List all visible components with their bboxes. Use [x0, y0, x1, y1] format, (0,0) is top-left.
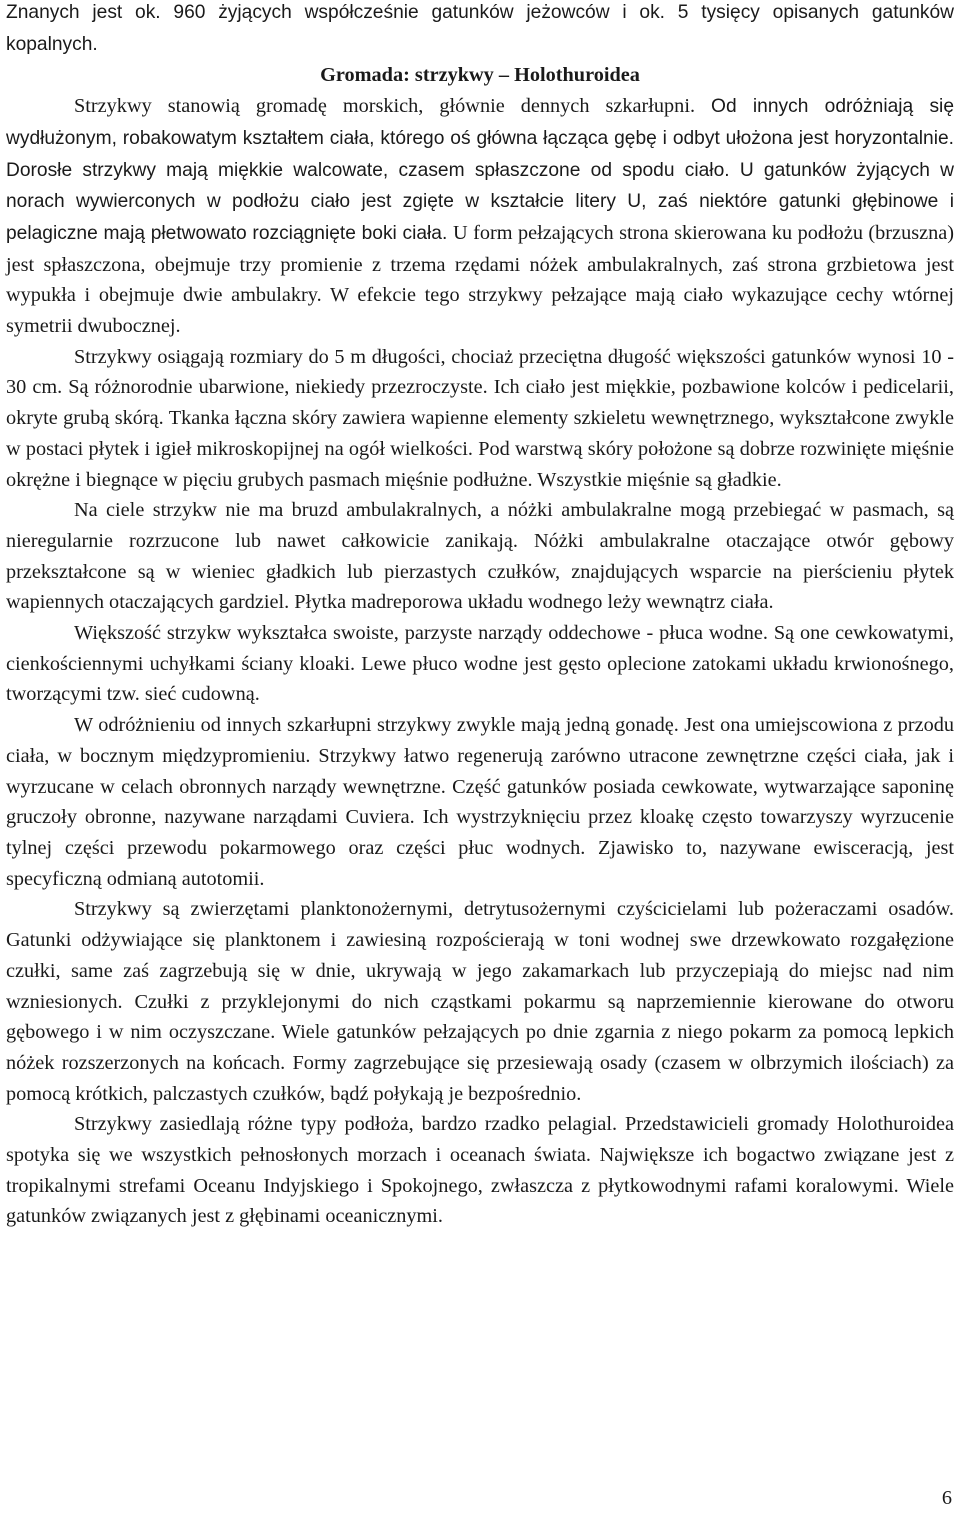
- paragraph-text-run: Strzykwy zasiedlają różne typy podłoża, bardzo rzadko pelagial. Przedstawicieli gromady Holothuroidea spotyka się we wszystkich pełnosłonych morzach i oceanach świata. Największe ich bogactwo związane jest z tropikalnymi strefami Oceanu Indyjskiego i Spokojnego, zwłaszcza z płytkowodnymi rafami koralowymi. Wiele gatunków związanych jest z głębinami oceanicznymi.: [6, 1113, 954, 1228]
- body-paragraph: [6, 91, 954, 342]
- paragraph-text-run: W odróżnieniu od innych szkarłupni strzykwy zwykle mają jedną gonadę. Jest ona umiejscowiona z przodu ciała, w bocznym międzypromieniu. Strzykwy łatwo regenerują zarówno utracone zewnętrzne części ciała, jak i wyrzucane w celach obronnych narządy wewnętrzne. Część gatunków posiada cewkowate, wytwarzające saponinę gruczoły obronne, nazywane narządami Cuviera. Ich wystrzyknięciu przez kloakę często towarzyszy wyrzucenie tylnej części przewodu pokarmowego oraz części płuc wodnych. Zjawisko to, nazywane ewisceracją, jest specyficzną odmianą autotomii.: [6, 714, 954, 890]
- section-heading: Gromada: strzykwy – Holothuroidea: [320, 64, 640, 87]
- body-paragraph: [6, 894, 954, 1109]
- page-number: 6: [941, 1487, 952, 1509]
- paragraph-text-run: Strzykwy osiągają rozmiary do 5 m długości, chociaż przeciętna długość większości gatunków wynosi 10 - 30 cm. Są różnorodnie ubarwione, niekiedy przezroczyste. Ich ciało jest miękkie, pozbawione kolców i pedicelarii, okryte grubą skórą. Tkanka łączna skóry zawiera wapienne elementy szkieletu wewnętrznego, wykształcone zwykle w postaci płytek i igieł mikroskopijnej na ogół wielkości. Pod warstwą skóry położone są dobrze rozwinięte mięśnie okrężne i biegnące w pięciu grubych pasmach mięśnie podłużne. Wszystkie mięśnie są gładkie.: [6, 345, 954, 491]
- paragraph-text-run: Strzykwy są zwierzętami planktonożernymi, detrytusożernymi czyścicielami lub pożeraczami osadów. Gatunki odżywiające się planktonem i zawiesiną rozpościerają w toni wodnej swe drzewkowato rozgałęzione czułki, same zaś zagrzebują się w dnie, ukrywają w jego zakamarkach lub przyczepiają do miejsc nad nim wzniesionych. Czułki z przyklejonymi do nich cząstkami pokarmu są naprzemiennie kierowane do otworu gębowego i w nim oczyszczane. Wiele gatunków pełzających po dnie zgarnia z niego pokarm za pomocą lepkich nóżek rozszerzonych na końcach. Formy zagrzebujące się przesiewają osady (czasem w olbrzymich ilościach) za pomocą krótkich, palczastych czułków, bądź połykają je bezpośrednio.: [6, 898, 954, 1105]
- paragraph-list: [6, 91, 954, 1232]
- body-paragraph: [6, 342, 954, 496]
- paragraph-text-run: U form pełzających strona skierowana ku podłożu (brzuszna) jest spłaszczona, obejmuje trzy promienie z trzema rzędami nóżek ambulakralnych, zaś strona grzbietowa jest wypukła i obejmuje dwie ambulakry. W efekcie tego strzykwy pełzające mają ciało wykazujące cechy wtórnej symetrii dwubocznej.: [6, 221, 954, 338]
- document-body: [6, 0, 954, 1232]
- intro-text: Znanych jest ok. 960 żyjących współcześnie gatunków jeżowców i ok. 5 tysięcy opisanych gatunków kopalnych.: [6, 2, 954, 55]
- body-paragraph: [6, 1109, 954, 1232]
- intro-paragraph: [6, 0, 954, 60]
- body-paragraph: [6, 710, 954, 894]
- paragraph-text-run: Od innych odróżniają się wydłużonym, robakowatym kształtem ciała, którego oś główna łącząca gębę i odbyt ułożona jest horyzontalnie. Dorosłe strzykwy mają miękkie walcowate, czasem spłaszczone od spodu ciało. U gatunków żyjących w norach wywierconych w podłożu ciało jest zgięte w kształcie litery U, zaś niektóre gatunki głębinowe i pelagiczne mają płetwowato rozciągnięte boki ciała.: [6, 96, 954, 244]
- body-paragraph: [6, 495, 954, 618]
- paragraph-text-run: Większość strzykw wykształca swoiste, parzyste narządy oddechowe - płuca wodne. Są one cewkowatymi, cienkościennymi uchyłkami ściany kloaki. Lewe płuco wodne jest gęsto oplecione zatokami układu krwionośnego, tworzącymi tzw. sieć cudowną.: [6, 622, 954, 706]
- paragraph-text-run: Strzykwy stanowią gromadę morskich, głównie dennych szkarłupni.: [74, 95, 712, 118]
- paragraph-text-run: Na ciele strzykw nie ma bruzd ambulakralnych, a nóżki ambulakralne mogą przebiegać w pasmach, są nieregularnie rozrzucone lub nawet całkowicie zanikają. Nóżki ambulakralne otaczające otwór gębowy przekształcone są w wieniec gładkich lub pierzastych czułków, znajdujących wsparcie na pierścieniu płytek wapiennych otaczających gardziel. Płytka madreporowa układu wodnego leży wewnątrz ciała.: [6, 499, 954, 614]
- body-paragraph: [6, 618, 954, 710]
